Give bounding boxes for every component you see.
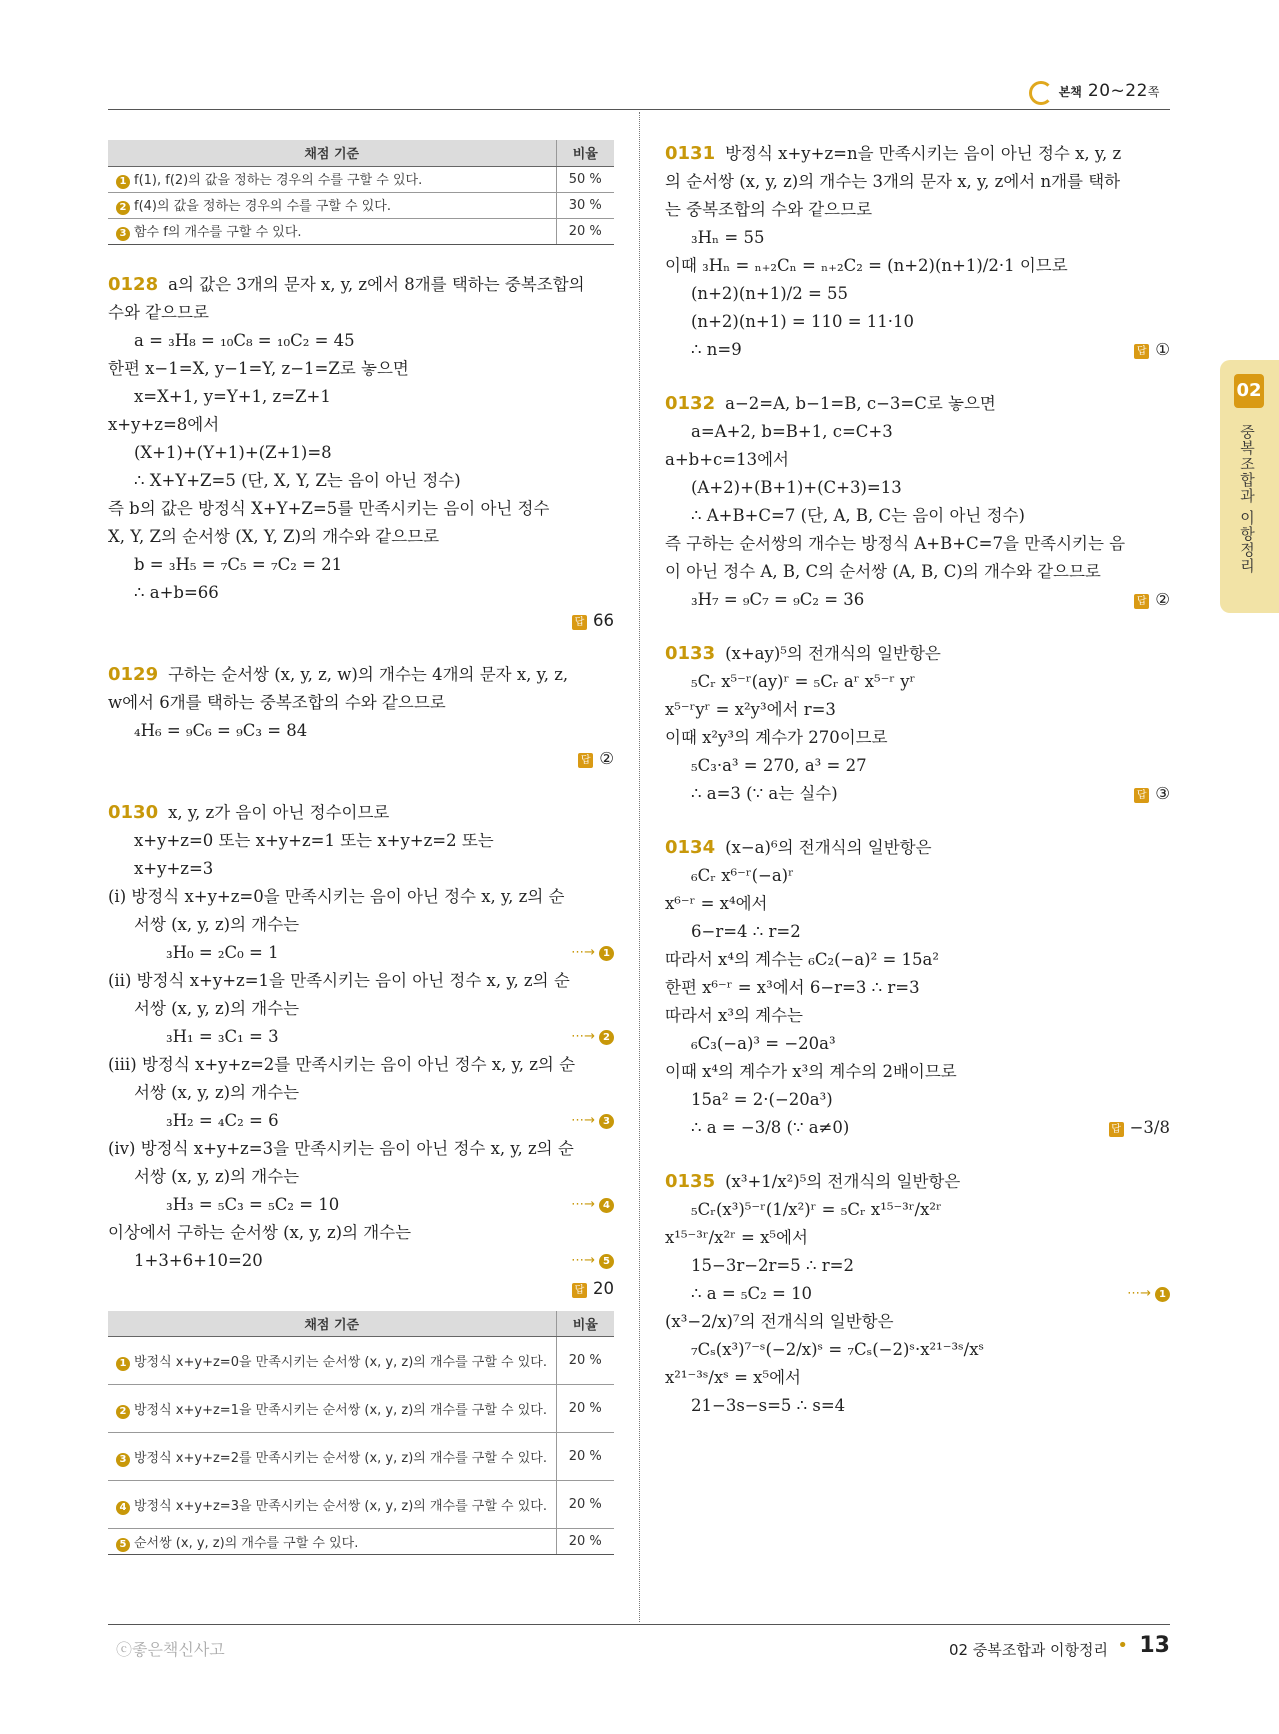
problem-number: 0135 bbox=[665, 1171, 716, 1192]
table-row: 3 함수 f의 개수를 구할 수 있다. 20 % bbox=[108, 218, 614, 244]
problem-0134: 0134 (x−a)⁶의 전개식의 일반항은 ₆Cᵣ x⁶⁻ʳ(−a)ʳ x⁶⁻ʳ = x⁴에서 6−r=4 ∴ r=2 따라서 x⁴의 계수는 ₆C₂(−a)² = 15a² 한편 x⁶⁻ʳ = x³에서 6−r=3 ∴ r=3 따라서 x³의 계수는 ₆C₃(−a)³ = −20a³ 이때 x⁴의 계수가 x³의 계수의 2배이므로 15a² = 2·(−20a³) ∴ a = −3/8 (∵ a≠0) 답 −3/8 bbox=[665, 834, 1170, 1142]
answer-icon: 답 bbox=[1134, 344, 1149, 359]
column-divider bbox=[639, 112, 640, 1622]
table-header-criteria: 채점 기준 bbox=[108, 1311, 556, 1337]
answer: 답 ③ bbox=[1134, 780, 1170, 808]
table-row: 2 방정식 x+y+z=1을 만족시키는 순서쌍 (x, y, z)의 개수를 구할 수 있다. 20 % bbox=[108, 1385, 614, 1433]
step-marker: ⋯→ 4 bbox=[571, 1191, 614, 1219]
table-header-ratio: 비율 bbox=[556, 140, 614, 166]
answer-icon: 답 bbox=[572, 1283, 587, 1298]
textbook-reference bbox=[1027, 80, 1160, 102]
chapter-name: 02 중복조합과 이항정리 bbox=[948, 1641, 1108, 1659]
problem-0132: 0132 a−2=A, b−1=B, c−3=C로 놓으면 a=A+2, b=B+1, c=C+3 a+b+c=13에서 (A+2)+(B+1)+(C+3)=13 ∴ A+B+C=7 (단, A, B, C는 음이 아닌 정수) 즉 구하는 순서쌍의 개수는 방정식 A+B+C=7을 만족시키는 음 이 아닌 정수 A, B, C의 순서쌍 (A, B, C)의 개수와 같으므로 ₃H₇ = ₉C₇ = ₉C₂ = 36 답 ② bbox=[665, 390, 1170, 614]
step-marker: ⋯→ 1 bbox=[571, 939, 614, 967]
answer: 답 20 bbox=[108, 1275, 614, 1303]
right-column bbox=[665, 140, 1170, 1420]
step-number-icon: 2 bbox=[116, 201, 130, 215]
chapter-number: 02 bbox=[1234, 374, 1264, 408]
refresh-arrow-icon bbox=[1027, 80, 1053, 102]
step-number-icon: 2 bbox=[116, 1405, 130, 1419]
step-number-icon: 1 bbox=[116, 1357, 130, 1371]
textbook-label: 본책 bbox=[1058, 84, 1082, 99]
textbook-pages: 20~22쪽 bbox=[1087, 81, 1160, 101]
problem-number: 0130 bbox=[108, 801, 159, 823]
problem-number: 0133 bbox=[665, 643, 716, 664]
page-number: 13 bbox=[1139, 1633, 1170, 1658]
answer-icon: 답 bbox=[572, 615, 587, 630]
answer: 답 ② bbox=[1134, 586, 1170, 614]
step-number-icon: 4 bbox=[116, 1501, 130, 1515]
scoring-table-2 bbox=[108, 1311, 614, 1556]
answer-icon: 답 bbox=[1134, 788, 1149, 803]
chapter-side-tab bbox=[1220, 360, 1279, 613]
step-number-icon: 1 bbox=[116, 175, 130, 189]
step-marker: ⋯→ 2 bbox=[571, 1023, 614, 1051]
page-footer bbox=[108, 1624, 1170, 1664]
answer: 답 66 bbox=[108, 607, 614, 635]
step-number-icon: 3 bbox=[116, 227, 130, 241]
step-marker: ⋯→ 1 bbox=[1127, 1280, 1170, 1308]
left-column bbox=[108, 140, 614, 1555]
scoring-table-1 bbox=[108, 140, 614, 245]
answer: 답 −3/8 bbox=[1109, 1114, 1170, 1142]
step-marker: ⋯→ 3 bbox=[571, 1107, 614, 1135]
table-row: 2 f(4)의 값을 정하는 경우의 수를 구할 수 있다. 30 % bbox=[108, 192, 614, 218]
step-number-icon: 3 bbox=[116, 1453, 130, 1467]
problem-0131: 0131 방정식 x+y+z=n을 만족시키는 음이 아닌 정수 x, y, z 의 순서쌍 (x, y, z)의 개수는 3개의 문자 x, y, z에서 n개를 택하 는 중복조합의 수와 같으므로 ₃Hₙ = 55 이때 ₃Hₙ = ₙ₊₂Cₙ = ₙ₊₂C₂ = (n+2)(n+1)/2·1 이므로 (n+2)(n+1)/2 = 55 (n+2)(n+1) = 110 = 11·10 ∴ n=9 답 ① bbox=[665, 140, 1170, 364]
table-header-ratio: 비율 bbox=[556, 1311, 614, 1337]
bullet-icon: • bbox=[1117, 1635, 1128, 1656]
table-header-criteria: 채점 기준 bbox=[108, 140, 556, 166]
publisher: ⓒ좋은책신사고 bbox=[116, 1640, 225, 1659]
problem-number: 0131 bbox=[665, 143, 716, 164]
problem-number: 0128 bbox=[108, 273, 159, 295]
answer-icon: 답 bbox=[1134, 594, 1149, 609]
table-row: 5 순서쌍 (x, y, z)의 개수를 구할 수 있다. 20 % bbox=[108, 1529, 614, 1555]
page-header bbox=[108, 74, 1170, 110]
table-row: 3 방정식 x+y+z=2를 만족시키는 순서쌍 (x, y, z)의 개수를 구할 수 있다. 20 % bbox=[108, 1433, 614, 1481]
problem-0129: 0129 구하는 순서쌍 (x, y, z, w)의 개수는 4개의 문자 x, y, z, w에서 6개를 택하는 중복조합의 수와 같으므로 ₄H₆ = ₉C₆ = ₉C₃ = 84 답 ② bbox=[108, 661, 614, 773]
problem-0135: 0135 (x³+1/x²)⁵의 전개식의 일반항은 ₅Cᵣ(x³)⁵⁻ʳ(1/x²)ʳ = ₅Cᵣ x¹⁵⁻³ʳ/x²ʳ x¹⁵⁻³ʳ/x²ʳ = x⁵에서 15−3r−2r=5 ∴ r=2 ∴ a = ₅C₂ = 10 ⋯→ 1 (x³−2/x)⁷의 전개식의 일반항은 ₇Cₛ(x³)⁷⁻ˢ(−2/x)ˢ = ₇Cₛ(−2)ˢ·x²¹⁻³ˢ/xˢ x²¹⁻³ˢ/xˢ = x⁵에서 21−3s−s=5 ∴ s=4 bbox=[665, 1168, 1170, 1420]
chapter-title: 중복조합과 이항정리 bbox=[1238, 424, 1256, 574]
problem-number: 0129 bbox=[108, 663, 159, 685]
answer: 답 ② bbox=[108, 745, 614, 773]
problem-0133: 0133 (x+ay)⁵의 전개식의 일반항은 ₅Cᵣ x⁵⁻ʳ(ay)ʳ = ₅Cᵣ aʳ x⁵⁻ʳ yʳ x⁵⁻ʳyʳ = x²y³에서 r=3 이때 x²y³의 계수가 270이므로 ₅C₃·a³ = 270, a³ = 27 ∴ a=3 (∵ a는 실수) 답 ③ bbox=[665, 640, 1170, 808]
answer: 답 ① bbox=[1134, 336, 1170, 364]
table-row: 1 방정식 x+y+z=0을 만족시키는 순서쌍 (x, y, z)의 개수를 구할 수 있다. 20 % bbox=[108, 1337, 614, 1385]
answer-icon: 답 bbox=[578, 753, 593, 768]
table-row: 4 방정식 x+y+z=3을 만족시키는 순서쌍 (x, y, z)의 개수를 구할 수 있다. 20 % bbox=[108, 1481, 614, 1529]
step-marker: ⋯→ 5 bbox=[571, 1247, 614, 1275]
problem-0130: 0130 x, y, z가 음이 아닌 정수이므로 x+y+z=0 또는 x+y+z=1 또는 x+y+z=2 또는 x+y+z=3 (ⅰ) 방정식 x+y+z=0을 만족시키는 음이 아닌 정수 x, y, z의 순 서쌍 (x, y, z)의 개수는 ₃H₀ = ₂C₀ = 1 ⋯→ 1 (ⅱ) 방정식 x+y+z=1을 만족시키는 음이 아닌 정수 x, y, z의 순 서쌍 (x, y, z)의 개수는 ₃H₁ = ₃C₁ = 3 ⋯→ 2 (ⅲ) 방정식 x+y+z=2를 만족시키는 음이 아닌 정수 x, y, z의 순 서쌍 (x, y, z)의 개수는 ₃H₂ = ₄C₂ = 6 ⋯→ 3 (ⅳ) 방정식 x+y+z=3을 만족시키는 음이 아닌 정수 x, y, z의 순 서쌍 (x, y, z)의 개수는 ₃H₃ = ₅C₃ = ₅C₂ = 10 ⋯→ 4 이상에서 구하는 순서쌍 (x, y, z)의 개수는 1+3+6+10=20 ⋯→ 5 답 20 bbox=[108, 799, 614, 1303]
problem-number: 0134 bbox=[665, 837, 716, 858]
problem-0128: 0128 a의 값은 3개의 문자 x, y, z에서 8개를 택하는 중복조합의 수와 같으므로 a = ₃H₈ = ₁₀C₈ = ₁₀C₂ = 45 한편 x−1=X, y−1=Y, z−1=Z로 놓으면 x=X+1, y=Y+1, z=Z+1 x+y+z=8에서 (X+1)+(Y+1)+(Z+1)=8 ∴ X+Y+Z=5 (단, X, Y, Z는 음이 아닌 정수) 즉 b의 값은 방정식 X+Y+Z=5를 만족시키는 음이 아닌 정수 X, Y, Z의 순서쌍 (X, Y, Z)의 개수와 같으므로 b = ₃H₅ = ₇C₅ = ₇C₂ = 21 ∴ a+b=66 답 66 bbox=[108, 271, 614, 635]
answer-icon: 답 bbox=[1109, 1122, 1124, 1137]
problem-number: 0132 bbox=[665, 393, 716, 414]
table-row: 1 f(1), f(2)의 값을 정하는 경우의 수를 구할 수 있다. 50 % bbox=[108, 166, 614, 192]
step-number-icon: 5 bbox=[116, 1538, 130, 1552]
